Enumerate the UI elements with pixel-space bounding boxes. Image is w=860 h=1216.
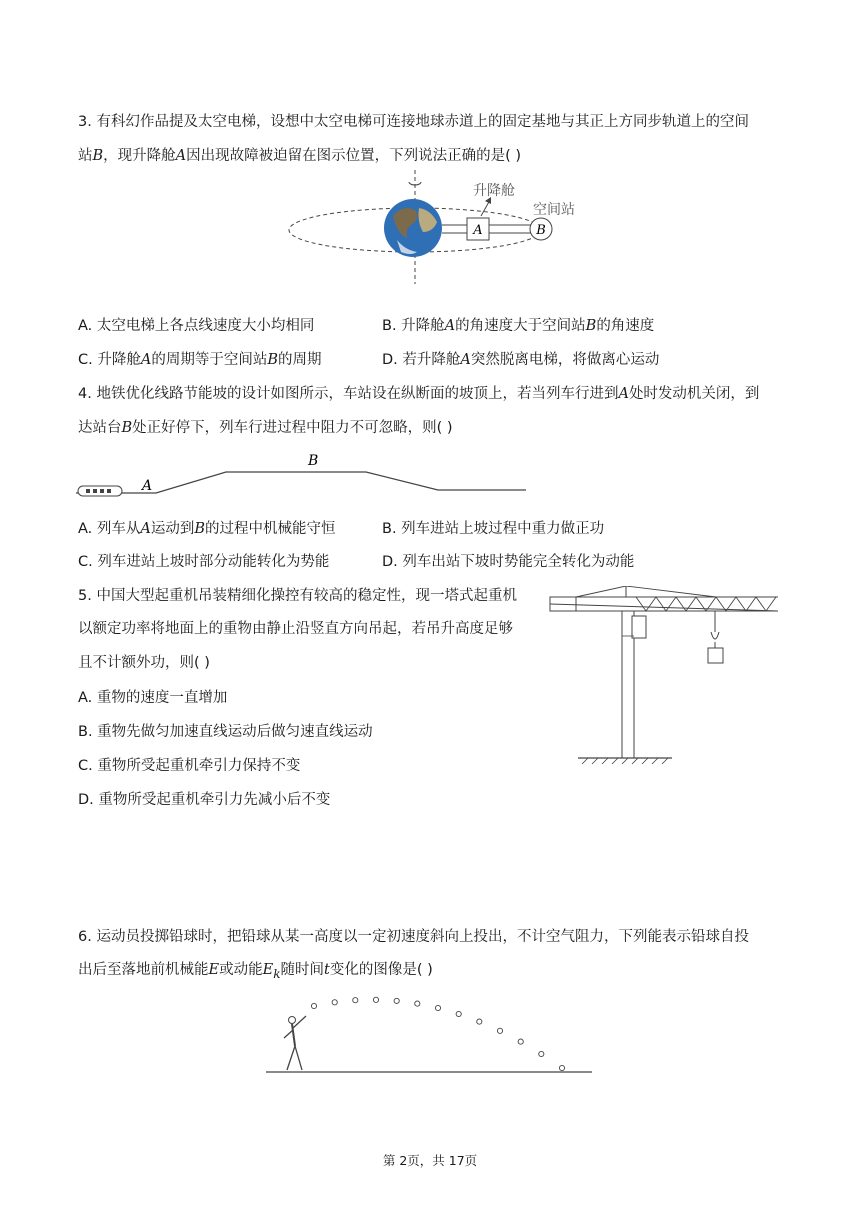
q5-option-b: B. 重物先做匀加速直线运动后做匀速直线运动: [78, 724, 373, 740]
q3-option-d: D. 若升降舱A突然脱离电梯，将做离心运动: [382, 352, 660, 368]
shot-dot: [518, 1039, 523, 1044]
station-label: 空间站: [533, 202, 575, 218]
q3-option-b: B. 升降舱A的角速度大于空间站B的角速度: [382, 318, 655, 334]
shot-dot: [456, 1011, 461, 1016]
q6-stem-line1: 6. 运动员投掷铅球时，把铅球从某一高度以一定初速度斜向上投出，不计空气阻力，下列能表示铅球自投: [78, 929, 749, 945]
tower-crane-figure: [546, 586, 782, 772]
page-footer: 第 2页，共 17页: [382, 1153, 478, 1168]
shot-dot: [373, 997, 378, 1002]
space-elevator-figure: [285, 168, 615, 288]
shot-dot: [311, 1003, 316, 1008]
shot-dot: [559, 1065, 564, 1070]
subway-slope-figure: [76, 448, 536, 504]
q4-option-a: A. 列车从A运动到B的过程中机械能守恒: [78, 521, 336, 537]
q5-stem-line3: 且不计额外功，则( ): [78, 655, 210, 671]
athlete-head: [289, 1017, 296, 1024]
q3-option-c: C. 升降舱A的周期等于空间站B的周期: [78, 352, 322, 368]
shot-dot: [394, 998, 399, 1003]
q4-stem-line1: 4. 地铁优化线路节能坡的设计如图所示，车站设在纵断面的坡顶上，若当列车行进到A处时发动机关闭，到: [78, 386, 760, 402]
earth-globe: [384, 199, 442, 257]
q4-option-c: C. 列车进站上坡时部分动能转化为势能: [78, 554, 330, 570]
crane-cab: [632, 616, 646, 638]
shot-dot: [435, 1005, 440, 1010]
q3-option-a: A. 太空电梯上各点线速度大小均相同: [78, 318, 315, 334]
point-B: B: [308, 453, 319, 469]
shot-dot: [477, 1019, 482, 1024]
point-A: A: [142, 478, 153, 494]
shot-trajectory: [311, 997, 564, 1070]
elevator-label: 升降舱: [473, 183, 515, 199]
shot-dot: [353, 998, 358, 1003]
shot-dot: [332, 1000, 337, 1005]
shot-dot: [539, 1051, 544, 1056]
q4-stem-line2: 达站台B处正好停下，列车行进过程中阻力不可忽略，则( ): [78, 420, 453, 436]
q5-option-a: A. 重物的速度一直增加: [78, 690, 228, 706]
q5-stem-line2: 以额定功率将地面上的重物由静止沿竖直方向吊起，若吊升高度足够: [78, 621, 513, 637]
q5-option-d: D. 重物所受起重机牵引力先减小后不变: [78, 792, 331, 808]
q4-option-b: B. 列车进站上坡过程中重力做正功: [382, 521, 605, 537]
q5-option-c: C. 重物所受起重机牵引力保持不变: [78, 758, 301, 774]
label-B: B: [536, 223, 546, 238]
shot-dot: [415, 1001, 420, 1006]
shot-put-figure: [262, 980, 598, 1078]
q3-stem-line2: 站B，现升降舱A因出现故障被迫留在图示位置，下列说法正确的是( ): [78, 148, 522, 164]
label-A: A: [473, 223, 483, 238]
q4-option-d: D. 列车出站下坡时势能完全转化为动能: [382, 554, 635, 570]
q5-stem-line1: 5. 中国大型起重机吊装精细化操控有较高的稳定性，现一塔式起重机: [78, 588, 517, 604]
shot-dot: [497, 1028, 502, 1033]
crane-load: [708, 648, 723, 663]
q6-stem-line2: 出后至落地前机械能E或动能$E_k$随时间t变化的图像是( ): [78, 962, 433, 981]
q3-stem-line1: 3. 有科幻作品提及太空电梯，设想中太空电梯可连接地球赤道上的固定基地与其正上方同步轨道上的空间: [78, 114, 749, 130]
